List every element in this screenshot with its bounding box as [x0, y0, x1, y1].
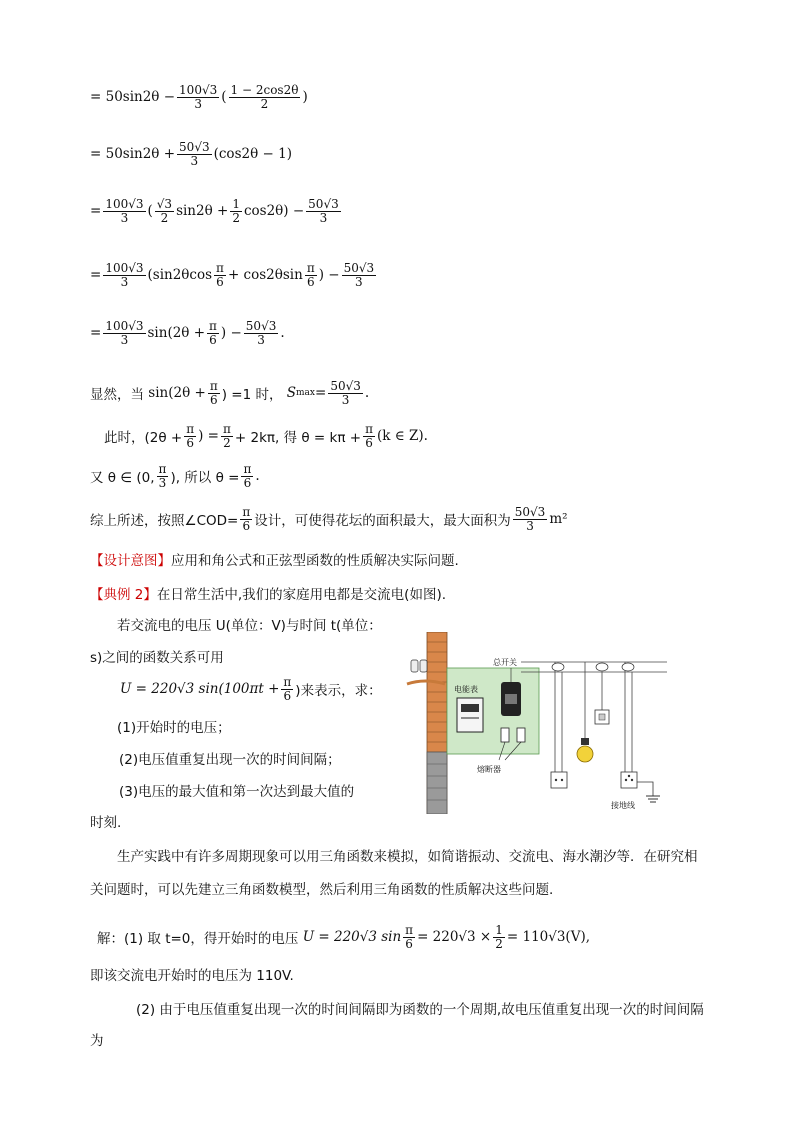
- svg-text:总开关: 总开关: [493, 658, 517, 667]
- equation-line-2: = 50sin2θ + $\frac{50√3}{3}$ (cos2θ − 1): [90, 140, 292, 168]
- equation-line-3: = $\frac{100√3}{3}$ ( $\frac{√3}{2}$ sin2θ + $\frac{1}{2}$ cos2θ) − $\frac{50√3}{3}$: [90, 197, 339, 225]
- solution-line-2: 即该交流电开始时的电压为 110V.: [90, 968, 294, 984]
- theta-condition: 此时，(2θ + $\frac{\pi}{6}$ ) = $\frac{\pi}{2}$ + 2kπ, 得 θ = kπ + $\frac{\pi}{6}$ (k ∈ Z).: [104, 422, 428, 450]
- max-statement: 显然，当 sin(2θ + $\frac{\pi}{6}$ ) =1 时， S max = $\frac{50√3}{3}$ .: [90, 379, 370, 407]
- insulator-icon: [411, 660, 418, 672]
- equation-line-5: = $\frac{100√3}{3}$ sin(2θ + $\frac{\pi}{6}$ ) − $\frac{50√3}{3}$ .: [90, 319, 285, 347]
- equation-line-1: = 50sin2θ − $\frac{100√3}{3}$ ( $\frac{1 - 2\cos 2\theta}{2}$ ): [90, 83, 308, 111]
- svg-text:熔断器: 熔断器: [477, 765, 501, 774]
- intro-paragraph: 生产实践中有许多周期现象可以用三角函数来模拟，如简谐振动、交流电、海水潮汐等．在研究相关问题时，可以先建立三角函数模型，然后利用三角函数的性质解决这些问题.: [90, 849, 698, 898]
- question-item-3-cont: 时刻.: [90, 815, 122, 831]
- example-title: 【典例 2】 在日常生活中,我们的家庭用电都是交流电(如图).: [90, 587, 447, 603]
- svg-text:电能表: 电能表: [454, 685, 478, 694]
- question-item-3: (3)电压的最大值和第一次达到最大值的: [119, 784, 355, 800]
- design-intent: 【设计意图】 应用和角公式和正弦型函数的性质解决实际问题.: [90, 553, 459, 569]
- solution-line-1: 解：(1) 取 t=0，得开始时的电压 U = 220√3 sin $\frac{\pi}{6}$ = 220√3 × $\frac{1}{2}$ = 110√3(V),: [97, 923, 591, 951]
- question-line-1: 若交流电的电压 U(单位：V)与时间 t(单位：: [117, 618, 382, 634]
- svg-text:接地线: 接地线: [611, 801, 635, 810]
- conclusion: 综上所述，按照∠COD= $\frac{\pi}{6}$ 设计，可使得花坛的面积最大，最大面积为 $\frac{50√3}{3}$ m²: [90, 505, 568, 533]
- socket-icon: [551, 772, 567, 788]
- theta-range: 又 θ ∈ (0, $\frac{\pi}{3}$ ), 所以 θ = $\frac{\pi}{6}$ .: [90, 462, 260, 490]
- fuse-icon: [501, 728, 509, 742]
- light-bulb-icon: [577, 746, 593, 762]
- voltage-formula: U = 220√3 sin(100πt + $\frac{\pi}{6}$ )来表示，求：: [120, 675, 382, 703]
- equation-line-4: = $\frac{100√3}{3}$ (sin2θcos $\frac{\pi}{6}$ + cos2θsin $\frac{\pi}{6}$ ) − $\frac{50√3}{3}$: [90, 261, 375, 289]
- question-line-2: s)之间的函数关系可用: [90, 650, 224, 666]
- solution-line-3: (2) 由于电压值重复出现一次的时间间隔即为函数的一个周期,故电压值重复出现一次的时间间隔为: [90, 1002, 704, 1049]
- question-item-2: (2)电压值重复出现一次的时间间隔；: [119, 752, 341, 768]
- wiring-diagram: [405, 632, 670, 814]
- meter-icon: [457, 698, 483, 732]
- question-item-1: (1)开始时的电压；: [117, 720, 231, 736]
